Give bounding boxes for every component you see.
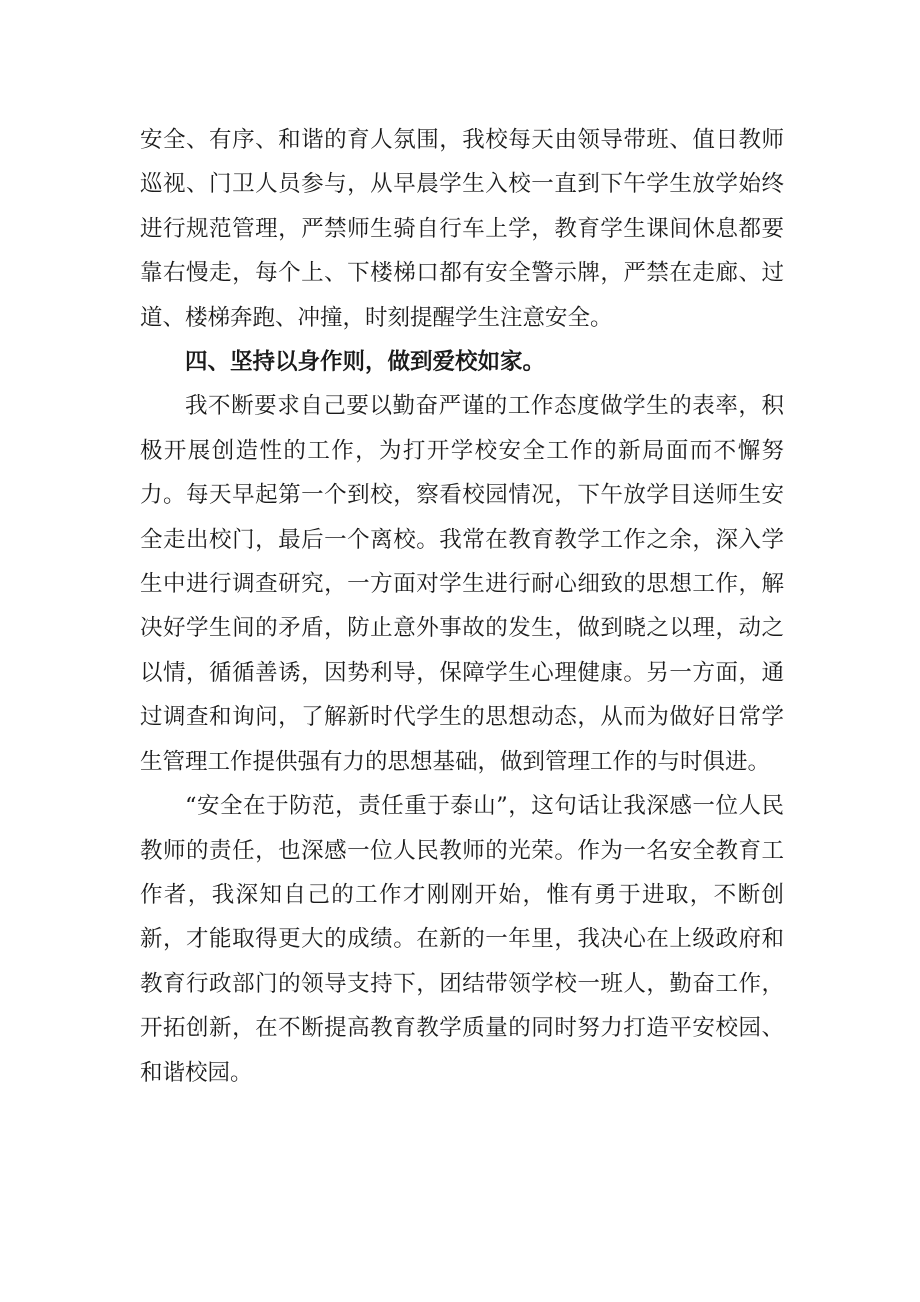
document-body (140, 118, 784, 1095)
section-heading: 四、坚持以身作则，做到爱校如家。 (185, 349, 546, 376)
paragraph-conclusion: “安全在于防范，责任重于泰山”，这句话让我深感一位人民教师的责任，也深感一位人民教师的光荣。作为一名安全教育工作者，我深知自己的工作才刚刚开始，惟有勇于进取，不断创新，才能取得更大的成绩。在新的一年里，我决心在上级政府和教育行政部门的领导支持下，团结带领学校一班人，勤奋工作，开拓创新，在不断提高教育教学质量的同时努力打造平安校园、和谐校园。 (140, 793, 784, 1086)
paragraph-lead-by-example: 我不断要求自己要以勤奋严谨的工作态度做学生的表率，积极开展创造性的工作，为打开学校安全工作的新局面而不懈努力。每天早起第一个到校，察看校园情况，下午放学目送师生安全走出校门，最后一个离校。我常在教育教学工作之余，深入学生中进行调查研究，一方面对学生进行耐心细致的思想工作，解决好学生间的矛盾，防止意外事故的发生，做到晓之以理，动之以情，循循善诱，因势利导，保障学生心理健康。另一方面，通过调查和询问，了解新时代学生的思想动态，从而为做好日常学生管理工作提供强有力的思想基础，做到管理工作的与时俱进。 (140, 393, 784, 775)
paragraph-campus-order: 安全、有序、和谐的育人氛围，我校每天由领导带班、值日教师巡视、门卫人员参与，从早晨学生入校一直到下午学生放学始终进行规范管理，严禁师生骑自行车上学，教育学生课间休息都要靠右慢走，每个上、下楼梯口都有安全警示牌，严禁在走廊、过道、楼梯奔跑、冲撞，时刻提醒学生注意安全。 (140, 127, 784, 331)
